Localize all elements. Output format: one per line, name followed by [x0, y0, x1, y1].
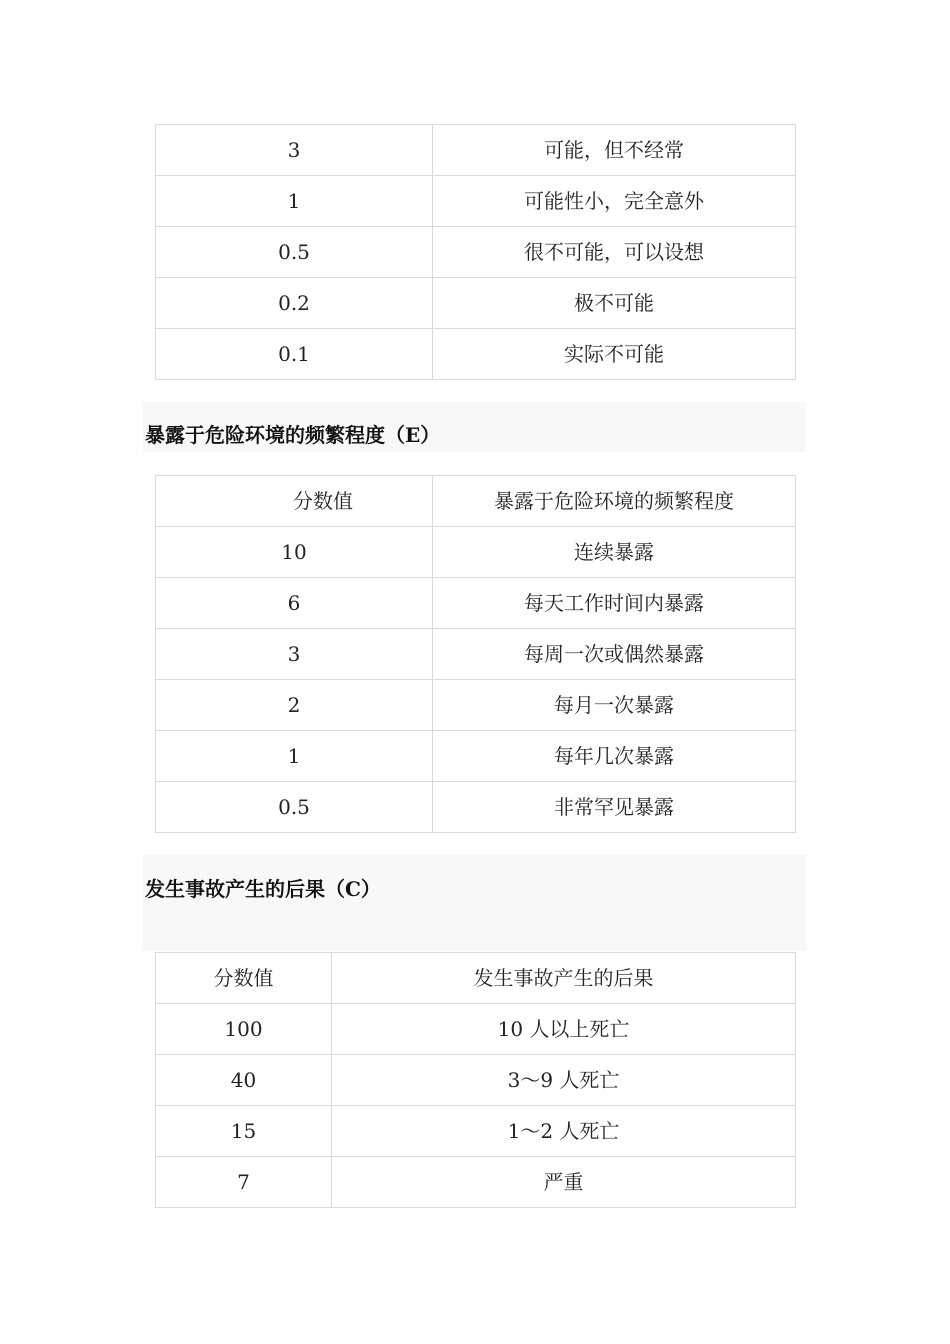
table-row [156, 629, 796, 680]
score-cell: 1 [156, 731, 433, 782]
description-cell: 可能性小，完全意外 [433, 176, 796, 227]
header-description-cell: 发生事故产生的后果 [332, 953, 796, 1004]
description-cell: 10 人以上死亡 [332, 1004, 796, 1055]
header-score-cell: 分数值 [156, 953, 332, 1004]
description-cell: 每月一次暴露 [433, 680, 796, 731]
table-row [156, 731, 796, 782]
score-cell: 6 [156, 578, 433, 629]
description-cell: 很不可能，可以设想 [433, 227, 796, 278]
table-row [156, 782, 796, 833]
description-cell: 连续暴露 [433, 527, 796, 578]
score-cell: 3 [156, 125, 433, 176]
table-row [156, 329, 796, 380]
exposure-heading-band [143, 402, 806, 452]
table-row [156, 227, 796, 278]
score-cell: 3 [156, 629, 433, 680]
table-row [156, 125, 796, 176]
table-row [156, 578, 796, 629]
consequence-table [155, 952, 796, 1208]
exposure-heading: 暴露于危险环境的频繁程度（E） [145, 423, 441, 447]
description-cell: 实际不可能 [433, 329, 796, 380]
header-description-cell: 暴露于危险环境的频繁程度 [433, 476, 796, 527]
score-cell: 0.2 [156, 278, 433, 329]
description-cell: 每天工作时间内暴露 [433, 578, 796, 629]
description-cell: 3～9 人死亡 [332, 1055, 796, 1106]
table-row [156, 176, 796, 227]
description-cell: 每年几次暴露 [433, 731, 796, 782]
description-cell: 极不可能 [433, 278, 796, 329]
consequence-heading: 发生事故产生的后果（C） [145, 877, 381, 901]
score-cell: 15 [156, 1106, 332, 1157]
score-cell: 0.1 [156, 329, 433, 380]
score-cell: 0.5 [156, 227, 433, 278]
probability-table [155, 124, 796, 380]
consequence-heading-band [143, 855, 806, 951]
score-cell: 7 [156, 1157, 332, 1208]
score-cell: 10 [156, 527, 433, 578]
table-row [156, 1055, 796, 1106]
table-header-row [156, 476, 796, 527]
table-row [156, 527, 796, 578]
description-cell: 每周一次或偶然暴露 [433, 629, 796, 680]
table-row [156, 1157, 796, 1208]
score-cell: 1 [156, 176, 433, 227]
score-cell: 100 [156, 1004, 332, 1055]
table-row [156, 1004, 796, 1055]
score-cell: 0.5 [156, 782, 433, 833]
description-cell: 非常罕见暴露 [433, 782, 796, 833]
exposure-table [155, 475, 796, 833]
description-cell: 1～2 人死亡 [332, 1106, 796, 1157]
table-row [156, 680, 796, 731]
header-score-cell: 分数值 [156, 476, 433, 527]
description-cell: 可能，但不经常 [433, 125, 796, 176]
score-cell: 2 [156, 680, 433, 731]
table-row [156, 1106, 796, 1157]
table-row [156, 278, 796, 329]
table-header-row [156, 953, 796, 1004]
description-cell: 严重 [332, 1157, 796, 1208]
score-cell: 40 [156, 1055, 332, 1106]
